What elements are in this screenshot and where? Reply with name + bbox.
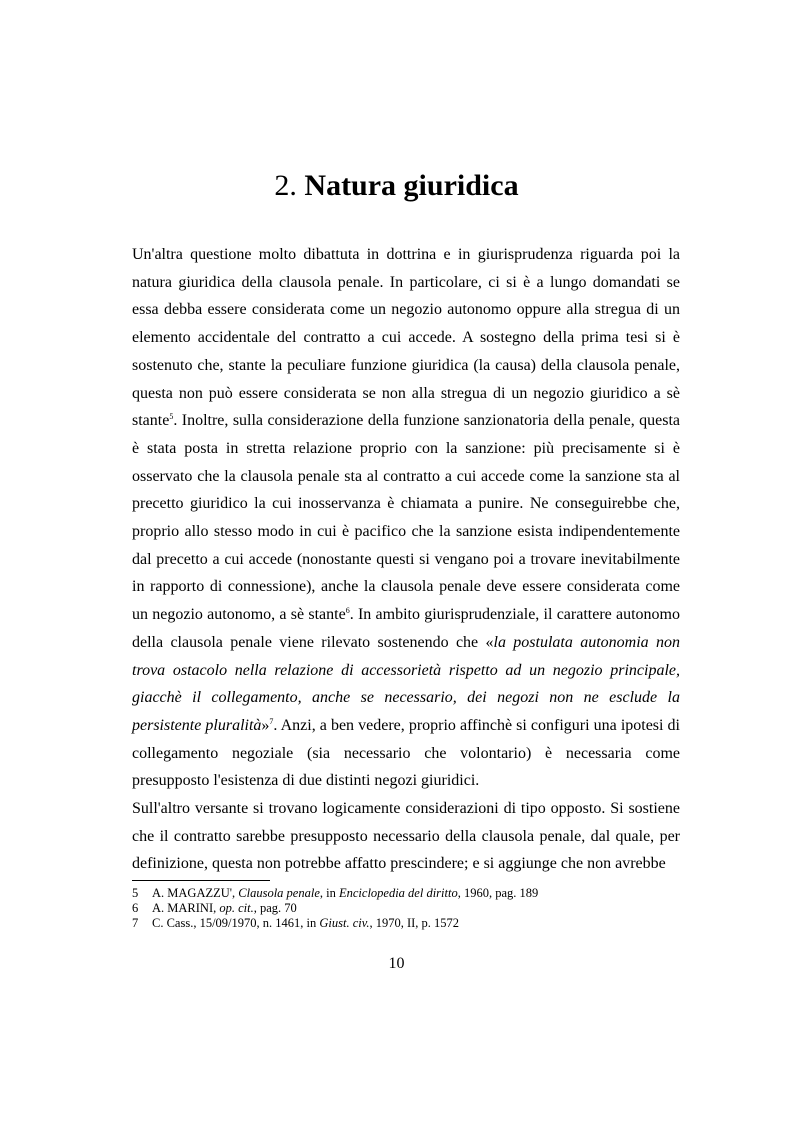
footnote-text: C. Cass., 15/09/1970, n. 1461, in Giust. civ., 1970, II, p. 1572 — [152, 916, 460, 930]
text-segment: . In ambito giurisprudenziale, il carattere autonomo della clausola penale viene rilevato sostenendo che « — [132, 606, 681, 651]
quotation: la postulata autonomia non trova ostacolo nella relazione di accessorietà rispetto ad un negozio principale, giacchè il collegamento, anche se necessario, dei negozi non ne esclude la persistente pluralità — [132, 633, 681, 734]
footnote-text: A. MARINI, op. cit., pag. 70 — [152, 901, 297, 915]
section-heading — [0, 168, 793, 204]
page-number: 10 — [388, 955, 405, 972]
footnote-text: A. MAGAZZU', Clausola penale, in Enciclopedia del diritto, 1960, pag. 189 — [152, 886, 539, 900]
footnote-number: 6 — [132, 901, 139, 915]
section-number: 2. — [274, 169, 297, 202]
text-segment: . Anzi, a ben vedere, proprio affinchè si configuri una ipotesi di collegamento negoziale (sia necessario che volontario) è necessaria come presupposto l'esistenza di due distinti negozi giuridici. — [132, 716, 680, 790]
text-segment: . Inoltre, sulla considerazione della funzione sanzionatoria della penale, questa è stata posta in stretta relazione proprio con la sanzione: più precisamente si è osservato che la clausola penale sta al contratto a cui accede come la sanzione sta al precetto giuridico la cui inosservanza è chiamata a punire. Ne conseguirebbe che, proprio allo stesso modo in cui è pacifico che la sanzione esista indipendentemente dal precetto a cui accede (nonostante questi si vengano poi a trovare inevitabilmente in rapporto di connessione), anche la clausola penale deve essere considerata come un negozio autonomo, a sè stante — [132, 412, 680, 624]
footnotes — [132, 886, 680, 931]
footnote-number: 7 — [132, 916, 139, 930]
footnote — [132, 886, 680, 901]
footnote — [132, 901, 680, 916]
footnote-ref-5: 5 — [169, 412, 174, 422]
body-text — [132, 241, 680, 878]
paragraph-1 — [132, 241, 680, 795]
footnote — [132, 916, 680, 931]
paragraph-2: Sull'altro versante si trovano logicamente considerazioni di tipo opposto. Si sostiene che il contratto sarebbe presupposto necessario della clausola penale, dal quale, per definizione, questa non potrebbe affatto prescindere; e si aggiunge che non avrebbe — [132, 800, 680, 873]
footnote-ref-7: 7 — [269, 716, 274, 726]
footnote-ref-6: 6 — [345, 606, 350, 616]
footnote-number: 5 — [132, 886, 139, 900]
section-title: Natura giuridica — [304, 169, 519, 202]
footnote-separator — [132, 880, 270, 881]
text-segment: Un'altra questione molto dibattuta in dottrina e in giurisprudenza riguarda poi la natura giuridica della clausola penale. In particolare, ci si è a lungo domandati se essa debba essere considerata come un negozio autonomo oppure alla stregua di un elemento accidentale del contratto a cui accede. A sostegno della prima tesi si è sostenuto che, stante la peculiare funzione giuridica (la causa) della clausola penale, questa non può essere considerata se non alla stregua di un negozio giuridico a sè stante — [132, 246, 680, 430]
text-segment: » — [261, 716, 270, 734]
